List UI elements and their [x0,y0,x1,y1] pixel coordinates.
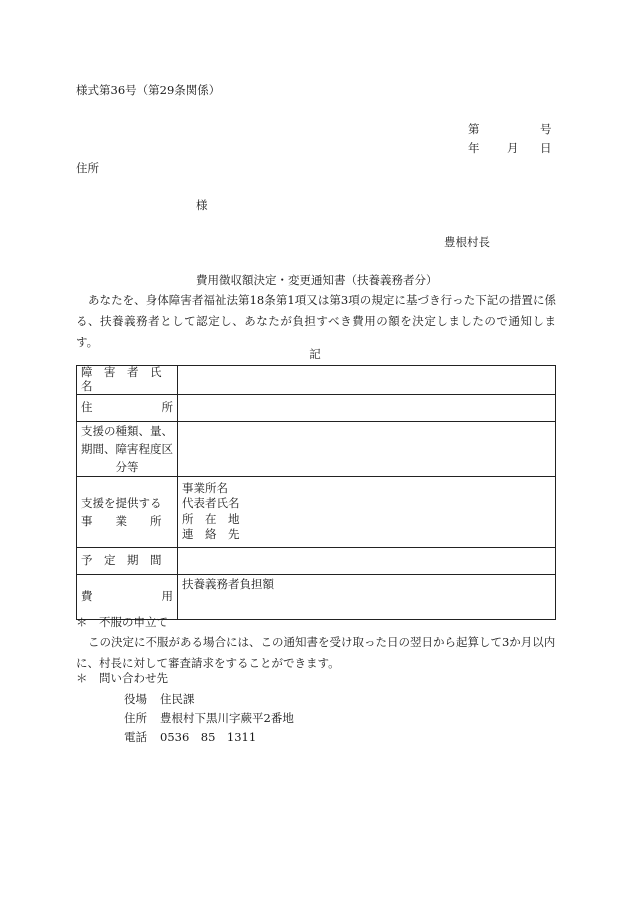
provider-item: 事業所名 [182,480,228,495]
document-number-suffix: 号 [540,122,552,136]
contact-office: 役場 住民課 [124,692,195,706]
inquiry-heading: ＊ 問い合わせ先 [76,671,168,685]
provider-item: 連 絡 先 [182,527,240,542]
contact-address: 住所 豊根村下黒川字蕨平2番地 [124,711,294,725]
details-table [76,365,556,620]
table-row [77,476,556,547]
table-row [77,574,556,619]
table-row [77,366,556,395]
period-label: 予 定 期 間 [77,547,178,574]
contact-block [124,690,294,747]
address-row-label: 住 所 [77,394,178,421]
date-month: 月 [507,141,519,155]
support-type-label: 支援の種類、量、期間、障害程度区分等 [77,421,178,476]
recipient-honorific: 様 [196,198,208,212]
objection-heading: ＊ 不服の申立て [76,615,168,629]
notice-body: あなたを、身体障害者福祉法第18条第1項又は第3項の規定に基づき行った下記の措置に係る、扶養義務者として認定し、あなたが負担すべき費用の額を決定しましたので通知します。 [76,293,556,349]
provider-details [178,476,556,547]
objection-body: この決定に不服がある場合には、この通知書を受け取った日の翌日から起算して3か月以内に、村長に対して審査請求をすることができます。 [76,635,556,670]
provider-item: 所 在 地 [182,511,240,526]
fee-label: 費 用 [77,574,178,619]
table-row [77,421,556,476]
disabled-person-name-value [178,366,556,395]
document-number-prefix: 第 [468,122,480,136]
table-row [77,394,556,421]
provider-label: 支援を提供する 事 業 所 [77,476,178,547]
period-value [178,547,556,574]
support-type-value [178,421,556,476]
contact-phone: 電話 0536 85 1311 [124,730,257,744]
date-year: 年 [468,141,480,155]
provider-item: 代表者氏名 [182,496,240,511]
fee-value: 扶養義務者負担額 [178,574,556,619]
recipient-address-label: 住所 [76,161,99,175]
address-row-value [178,394,556,421]
table-row [77,547,556,574]
form-number: 様式第36号（第29条関係） [76,83,221,97]
ki-marker: 記 [309,347,321,361]
document-title: 費用徴収額決定・変更通知書（扶養義務者分） [196,273,438,287]
disabled-person-name-label: 障 害 者 氏 名 [77,366,178,395]
issuer-name: 豊根村長 [444,235,490,249]
date-day: 日 [540,141,552,155]
